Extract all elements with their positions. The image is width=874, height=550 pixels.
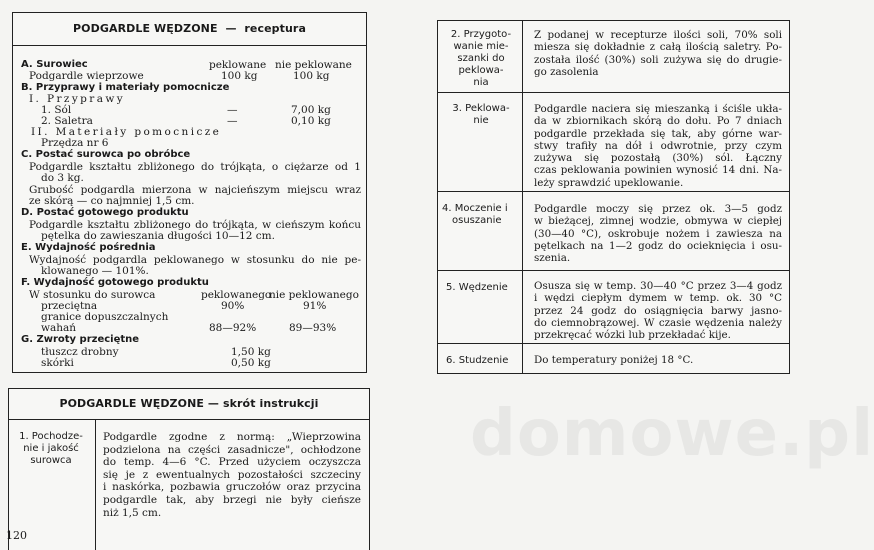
step-label-line: 5. Wędzenie [446, 282, 508, 293]
step-text-line: Podgardle moczy się przez ok. 3—5 godz [534, 203, 782, 215]
steps-table [437, 20, 790, 374]
step-text-line: Podgardle naciera się mieszanką i ściśle ukła- [534, 103, 782, 115]
step-text-line: go zasolenia [534, 65, 599, 78]
step-label-line: 6. Studzenie [446, 355, 509, 366]
step-text [534, 103, 782, 189]
step-text [534, 354, 782, 366]
section-b-sol-val: 7,00 kg [291, 104, 331, 116]
short-column-divider [95, 419, 96, 550]
step-text-line: do ciemnobrązowej. W czasie wędzenia należy [534, 316, 782, 329]
section-a-heading: A. Surowiec [21, 59, 88, 70]
step-label-line: nia [473, 77, 489, 88]
step-text-line: Z podanej w recepturze ilości soli, 70% soli [534, 29, 782, 41]
step-text-line: została ilość (30%) soli zużywa się do drugie- [534, 53, 782, 66]
section-b-sub1: I. Przyprawy [29, 93, 126, 105]
short-row1-label [11, 431, 91, 467]
section-c-line4: ze skórą — co najmniej 1,5 cm. [29, 195, 195, 207]
recipe-title [13, 23, 366, 35]
short-row1-line: podgardle tak, aby brzegi nie były cieńsze [103, 493, 361, 506]
section-c-line1: Podgardle kształtu zbliżonego do trójkąta, o ciężarze od 1 [29, 161, 361, 173]
recipe-box [12, 12, 367, 373]
section-f-heading: F. Wydajność gotowego produktu [21, 277, 209, 288]
section-c-line2: do 3 kg. [41, 172, 84, 184]
short-row1-line: Podgardle zgodne z normą: „Wieprzowina [103, 431, 361, 443]
section-e-line1: Wydajność podgardla peklowanego w stosunku do nie pe- [29, 254, 361, 266]
section-g-row2: skórki [41, 357, 74, 369]
section-b-sol: 1. Sól [41, 104, 72, 116]
section-g-v2: 0,50 kg [231, 357, 271, 369]
step-text-line: zużywa się pozostałą (30%) sól. Łączny [534, 152, 782, 165]
step-label-line: wanie mie- [453, 41, 509, 52]
step-text-line: stwy trafiły na dół i odwrotnie, przy czym [534, 139, 782, 152]
step-text-line: miesza się dokładnie z całą ilością saletry. Po- [534, 41, 782, 54]
section-f-col1: peklowanego [201, 289, 272, 301]
section-f-row2a: granice dopuszczalnych [41, 311, 169, 323]
step-label-line: 4. Moczenie i [442, 203, 508, 214]
section-f-r1v2: 91% [303, 300, 327, 312]
step-text-line: w bieżącej, zimnej wodzie, obmywa w ciepłej [534, 215, 782, 228]
section-a-col1: peklowane [209, 59, 267, 71]
step-label [442, 103, 520, 127]
section-g-heading: G. Zwroty przeciętne [21, 334, 140, 345]
short-row1-text [103, 431, 361, 519]
step-text-line: da w zbiornikach skórą do dołu. Po 7 dniach [534, 115, 782, 128]
watermark-text: domowe.pl [470, 397, 874, 471]
section-b-saletra-val: 0,10 kg [291, 115, 331, 127]
section-a-v1: 100 kg [221, 70, 258, 82]
section-f-row2b: wahań [41, 322, 77, 334]
short-row1-line: się je z ewentualnych pozostałości szczeciny [103, 468, 361, 481]
step-label-line: szanki do [457, 53, 505, 64]
step-text [534, 280, 782, 341]
step-label [442, 29, 520, 89]
section-b-przedza: Przędza nr 6 [41, 137, 109, 149]
section-f-r1v1: 90% [221, 300, 245, 312]
short-divider [9, 419, 369, 420]
steps-row-divider [438, 191, 789, 192]
section-g-row1: tłuszcz drobny [41, 346, 119, 358]
short-title: PODGARDLE WĘDZONE — skrót instrukcji [59, 397, 319, 410]
step-text-line: podgardle przekłada się tak, aby górne war- [534, 127, 782, 140]
step-label-line: 3. Peklowa- [452, 103, 510, 114]
step-label-line: peklowa- [458, 65, 504, 76]
section-c-heading: C. Postać surowca po obróbce [21, 149, 191, 160]
step-label [442, 203, 522, 227]
step-label-line: nie [473, 115, 489, 126]
recipe-title-sub: receptura [244, 22, 306, 35]
section-f-label: W stosunku do surowca [29, 289, 156, 301]
step-text [534, 29, 782, 78]
step-text-line: Do temperatury poniżej 18 °C. [534, 354, 694, 366]
section-e-heading: E. Wydajność pośrednia [21, 242, 156, 253]
step-text-line: przekręcać wózki lub przekładać kije. [534, 329, 731, 342]
short-row1-label-line: nie i jakość [23, 443, 79, 454]
section-f-r2v1: 88—92% [209, 322, 257, 334]
step-text [534, 203, 782, 264]
short-row1-line: do temp. 4—6 °C. Przed użyciem oczyszcza [103, 456, 361, 469]
step-text-line: szenia. [534, 252, 571, 265]
step-label-line: osuszanie [452, 215, 502, 226]
section-f-r2v2: 89—93% [289, 322, 337, 334]
recipe-title-main: PODGARDLE WĘDZONE [73, 22, 218, 35]
steps-row-divider [438, 343, 789, 344]
step-text-line: (30—40 °C), oskrobuje nożem i zawiesza na [534, 227, 782, 240]
recipe-title-dash: — [225, 22, 237, 35]
section-b-heading: B. Przyprawy i materiały pomocnicze [21, 82, 230, 93]
short-row1-label-line: 1. Pochodze- [19, 431, 83, 442]
section-b-saletra: 2. Saletra [41, 115, 93, 127]
section-d-heading: D. Postać gotowego produktu [21, 207, 189, 218]
short-instructions-box [8, 388, 370, 550]
step-text-line: leży sprawdzić upeklowanie. [534, 176, 684, 189]
section-d-line2: pętelka do zawieszania długości 10—12 cm. [41, 230, 275, 242]
section-a-col2: nie peklowane [275, 59, 352, 71]
section-b-saletra-dash: — [227, 115, 238, 127]
steps-row-divider [438, 270, 789, 271]
steps-column-divider [522, 21, 523, 373]
page-number: 120 [6, 529, 27, 542]
step-text-line: czas peklowania powinien wynosić 14 dni. Na- [534, 164, 782, 177]
step-label [446, 355, 522, 367]
short-row1-line: i naskórka, pozbawia gruczołów oraz przycina [103, 481, 361, 494]
section-c-line3: Grubość podgardla mierzona w najcieńszym miejscu wraz [29, 184, 361, 196]
step-text-line: pętelkach na 1—2 godz do ocieknięcia i osu- [534, 239, 782, 252]
short-row1-label-line: surowca [30, 455, 72, 466]
section-f-col2: nie peklowanego [269, 289, 359, 301]
section-b-sub2: II. Materiały pomocnicze [31, 126, 222, 138]
step-label [446, 282, 522, 294]
step-text-line: przez 24 godz do osiągnięcia barwy jasno- [534, 304, 782, 317]
section-f-row1: przeciętna [41, 300, 98, 312]
short-row1-line: podzielona na części zasadnicze", ochłodzone [103, 443, 361, 456]
short-row1-line: niż 1,5 cm. [103, 506, 162, 519]
step-label-line: 2. Przygoto- [450, 29, 512, 40]
section-e-line2: klowanego — 101%. [41, 265, 149, 277]
section-g-v1: 1,50 kg [231, 346, 271, 358]
section-a-v2: 100 kg [293, 70, 330, 82]
steps-row-divider [438, 92, 789, 93]
step-text-line: Osusza się w temp. 30—40 °C przez 3—4 godz [534, 280, 782, 292]
section-d-line1: Podgardle kształtu zbliżonego do trójkąta, w cieńszym końcu [29, 219, 361, 231]
recipe-divider [13, 45, 366, 46]
step-text-line: i wędzi ciepłym dymem w temp. ok. 30 °C [534, 292, 782, 305]
section-b-sol-dash: — [227, 104, 238, 116]
section-a-item: Podgardle wieprzowe [29, 70, 144, 82]
